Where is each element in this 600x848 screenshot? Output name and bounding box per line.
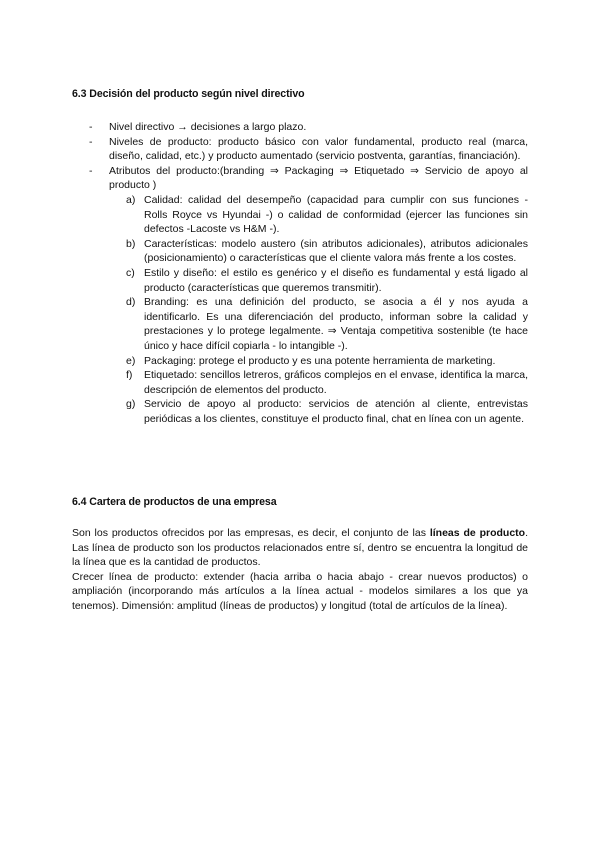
list-marker: d) bbox=[126, 296, 136, 309]
bold-term: líneas de producto bbox=[429, 527, 526, 539]
section-6-4-title: 6.4 Cartera de productos de una empresa bbox=[72, 496, 277, 508]
paragraph-text: Son los productos ofrecidos por las empresas, es decir, el conjunto de las bbox=[72, 527, 430, 539]
list-marker: a) bbox=[126, 193, 136, 206]
attribute-text: Calidad: calidad del desempeño (capacidad para cumplir con sus funciones - Rolls Royce vs Hyundai -) o calidad de conformidad (ejercer las funciones sin defectos -Lacoste vs H&M -). bbox=[144, 193, 528, 236]
attribute-text: Características: modelo austero (sin atributos adicionales), atributos adicionales (posicionamiento) o características que el cliente valora más frente a los costes. bbox=[144, 237, 528, 265]
attribute-text: Branding: es una definición del producto, se asocia a él y nos ayuda a identificarlo. Es una diferenciación del producto, informan sobre la calidad y prestaciones y lo protege legalmente. ⇒ Ventaja competitiva sostenible (te hace único y hace difícil copiarla - lo intangible -). bbox=[144, 296, 528, 352]
attribute-text: Servicio de apoyo al producto: servicios de atención al cliente, entrevistas periódicas a los clientes, constituye el producto final, chat en línea con un agente. bbox=[144, 398, 528, 425]
attributes-list bbox=[72, 193, 528, 427]
paragraph bbox=[72, 526, 528, 570]
paragraph: Crecer línea de producto: extender (hacia arriba o hacia abajo - crear nuevos productos) o ampliación (incorporando más artículos a la línea actual - modelos similares a los que ya tenemos). Dimensión: amplitud (líneas de productos) y longitud (total de artículos de la línea). bbox=[72, 570, 528, 612]
list-marker: g) bbox=[126, 398, 136, 411]
attribute-item bbox=[109, 368, 528, 397]
section-6-4-body bbox=[72, 526, 528, 614]
attribute-text: Packaging: protege el producto y es una potente herramienta de marketing. bbox=[144, 354, 496, 367]
list-marker: c) bbox=[126, 266, 135, 279]
paragraph-text: . Las línea de producto son los productos relacionados entre sí, dentro se encuentra la longitud de la línea que es la cantidad de productos. bbox=[72, 527, 528, 569]
list-marker: b) bbox=[126, 237, 136, 250]
bullet-item-attributes bbox=[72, 164, 528, 427]
attribute-text: Estilo y diseño: el estilo es genérico y el diseño es fundamental y está ligado al producto (características que queremos transmitir). bbox=[144, 266, 528, 294]
section-6-3-title: 6.3 Decisión del producto según nivel directivo bbox=[72, 88, 305, 100]
attribute-text: Etiquetado: sencillos letreros, gráficos complejos en el envase, identifica la marca, descripción de elementos del producto. bbox=[144, 369, 528, 396]
list-marker: e) bbox=[126, 354, 136, 367]
bullet-text: Atributos del producto:(branding ⇒ Packaging ⇒ Etiquetado ⇒ Servicio de apoyo al producto ) bbox=[109, 164, 528, 192]
attribute-item bbox=[109, 397, 528, 426]
attribute-item bbox=[109, 295, 528, 353]
attribute-item bbox=[109, 237, 528, 266]
attribute-item bbox=[109, 193, 528, 237]
attribute-item bbox=[109, 354, 528, 369]
bullet-item: - Nivel directivo → decisiones a largo plazo. bbox=[72, 120, 528, 135]
list-marker: f) bbox=[126, 369, 133, 382]
bullet-item: - Niveles de producto: producto básico con valor fundamental, producto real (marca, diseño, calidad, etc.) y producto aumentado (servicio postventa, garantías, financiación). bbox=[72, 135, 528, 164]
section-6-3-bullet-list bbox=[72, 120, 528, 426]
attribute-item bbox=[109, 266, 528, 295]
